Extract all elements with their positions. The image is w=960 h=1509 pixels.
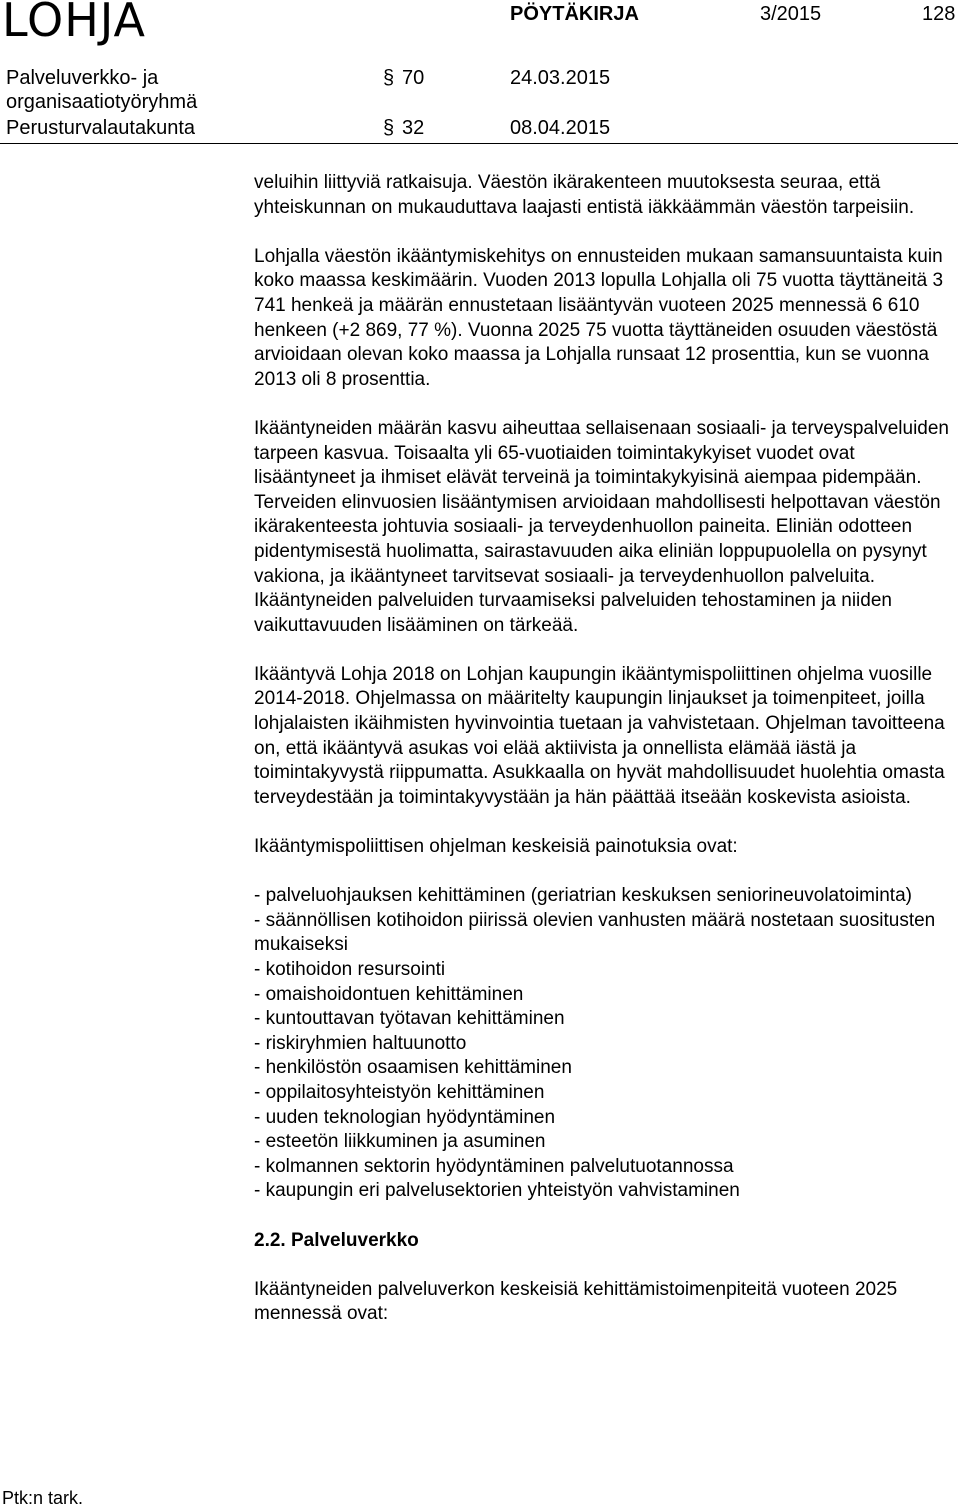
document-body: [254, 171, 954, 1352]
paragraph-5: Ikääntymispoliittisen ohjelman keskeisiä painotuksia ovat:: [254, 836, 738, 858]
city-logo: LOHJA: [2, 0, 147, 47]
meta-org-name: Perusturvalautakunta: [6, 117, 196, 139]
header-divider: [0, 143, 958, 144]
paragraph-4: Ikääntyvä Lohja 2018 on Lohjan kaupungin ikääntymispoliittinen ohjelma vuosille 2014-2018. Ohjelmassa on määritelty kaupungin linjaukset ja toimenpiteet, joilla lohjalaisten ikäihmisten hyvinvointia tuetaan ja vahvistetaan. Ohjelman tavoitteena on, että ikääntyvä asukas voi elää aktiivista ja onnellista elämää iästä ja toimintakyvystä riippumatta. Asukkaalla on hyvät mahdollisuudet huolehtia omasta terveydestään ja toimintakyvystään ja hän päättää itseään koskevista asioista.: [254, 663, 945, 808]
list-item: - riskiryhmien haltuunotto: [254, 1032, 467, 1054]
list-item: - kaupungin eri palvelusektorien yhteistyön vahvistaminen: [254, 1180, 740, 1202]
page-number: 128: [922, 3, 956, 25]
list-item: - kuntouttavan työtavan kehittäminen: [254, 1008, 565, 1030]
paragraph-3: Ikääntyneiden määrän kasvu aiheuttaa sellaisenaan sosiaali- ja terveyspalveluiden tarpeen kasvua. Toisaalta yli 65-vuotiaiden toimintakykyiset vuodet ovat lisääntyneet ja ihmiset elävät terveinä ja toimintakykyisinä aiempaa pidempään. Terveiden elinvuosien lisääntymisen arvioidaan mahdollisesti helpottavan väestön ikärakenteesta johtuvia sosiaali- ja terveydenhuollon paineita. Eliniän odotteen pidentymisestä huolimatta, sairastavuuden aika eliniän loppupuolella on pysynyt vakiona, ja ikääntyneet tarvitsevat sosiaali- ja terveydenhuollon palveluita. Ikääntyneiden palveluiden turvaamiseksi palveluiden tehostaminen ja niiden vaikuttavuuden lisääminen on tärkeää.: [254, 417, 949, 636]
meta-paragraph-number: 32: [402, 117, 425, 139]
paragraph-1: veluihin liittyviä ratkaisuja. Väestön ikärakenteen muutoksesta seuraa, että yhteiskunnan on mukauduttava laajasti entistä iäkkäämmän väestön tarpeisiin.: [254, 172, 915, 218]
document-number: 3/2015: [760, 3, 822, 25]
list-item: - oppilaitosyhteistyön kehittäminen: [254, 1081, 545, 1103]
footer-check-label: Ptk:n tark.: [2, 1488, 84, 1508]
list-item: - uuden teknologian hyödyntäminen: [254, 1106, 556, 1128]
priority-list: [254, 884, 954, 1204]
list-item: - kotihoidon resursointi: [254, 959, 446, 980]
section-heading: 2.2. Palveluverkko: [254, 1229, 419, 1251]
list-item: - henkilöstön osaamisen kehittäminen: [254, 1057, 572, 1079]
paragraph-6: Ikääntyneiden palveluverkon keskeisiä kehittämistoimenpiteitä vuoteen 2025 mennessä ovat:: [254, 1278, 898, 1325]
meta-date: 08.04.2015: [510, 117, 611, 139]
list-item: - palveluohjauksen kehittäminen (geriatrian keskuksen seniorineuvolatoiminta): [254, 885, 912, 907]
list-item: - esteetön liikkuminen ja asuminen: [254, 1131, 546, 1153]
document-type: PÖYTÄKIRJA: [510, 3, 639, 25]
section-sign-icon: §: [383, 117, 395, 139]
section-sign-icon: §: [383, 67, 395, 89]
list-item: - kolmannen sektorin hyödyntäminen palvelutuotannossa: [254, 1155, 734, 1177]
meta-org-name: Palveluverkko- ja organisaatiotyöryhmä: [6, 67, 198, 113]
paragraph-2: Lohjalla väestön ikääntymiskehitys on ennusteiden mukaan samansuuntaista kuin koko maassa keskimäärin. Vuoden 2013 lopulla Lohjalla oli 75 vuotta täyttäneitä 3 741 henkeä ja määrän ennustetaan lisääntyvän vuoteen 2025 mennessä 6 610 henkeen (+2 869, 77 %). Vuonna 2025 75 vuotta täyttäneiden osuuden väestöstä arvioidaan olevan koko maassa ja Lohjalla runsaat 12 prosenttia, kun se vuonna 2013 oli 8 prosenttia.: [254, 245, 944, 390]
meta-paragraph-number: 70: [402, 67, 425, 89]
meta-date: 24.03.2015: [510, 67, 611, 89]
list-item: - säännöllisen kotihoidon piirissä olevien vanhusten määrä nostetaan suositusten mukaiseksi: [254, 909, 936, 956]
list-item: - omaishoidontuen kehittäminen: [254, 983, 524, 1005]
